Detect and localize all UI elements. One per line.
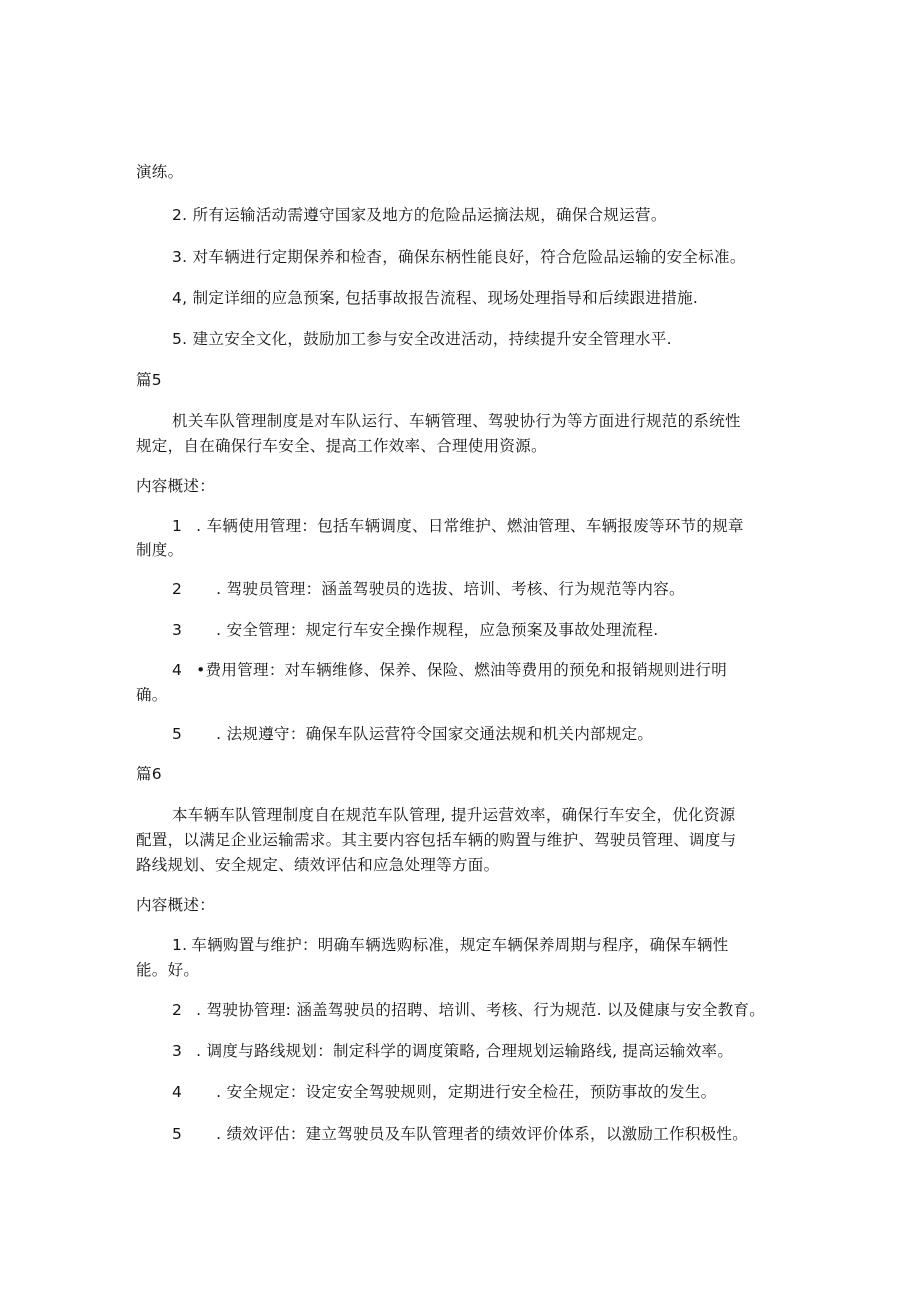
section6-overview-label: 内容概述：	[136, 896, 216, 914]
section6-intro-line2: 配置，以满足企业运输需求。其主要内容包括车辆的购置与维护、驾驶员管理、调度与	[136, 831, 737, 849]
section5-item-3	[172, 620, 658, 640]
section5-overview-label: 内容概述：	[136, 477, 216, 495]
section6-item-1	[172, 935, 729, 955]
section6-item-1-continued: 能。好。	[136, 961, 200, 979]
item-text: •费用管理：对车辆维修、保养、保险、燃油等费用的预免和报销规则进行明	[196, 661, 728, 679]
section6-item-2	[172, 1000, 765, 1020]
section5-heading: 篇5	[136, 371, 162, 389]
item-number: 5	[172, 1125, 183, 1143]
item-number: 4	[172, 661, 183, 679]
section4-item-5: 5. 建立安全文化，鼓励加工参与安全改进活动，持续提升安全管理水平.	[172, 330, 672, 348]
section5-item-4	[172, 660, 727, 680]
section4-item-2: 2. 所有运输活动需遵守国家及地方的危险品运摘法规，确保合规运营。	[172, 206, 667, 224]
section6-item-4	[172, 1082, 716, 1102]
section6-heading: 篇6	[136, 765, 162, 783]
item-number: 2	[172, 580, 183, 598]
section5-item-4-continued: 确。	[136, 686, 168, 704]
section6-item-5	[172, 1124, 748, 1144]
item-text: . 驾驶员管理：涵盖驾驶员的选拔、培训、考核、行为规范等内容。	[216, 580, 685, 598]
item-number: 5	[172, 725, 183, 743]
section5-item-5	[172, 724, 653, 744]
section6-item-3	[172, 1041, 733, 1061]
section5-item-2	[172, 579, 685, 599]
section5-item-1	[172, 516, 744, 536]
item-text: . 驾驶协管理: 涵盖驾驶员的招聘、培训、考核、行为规范. 以及健康与安全教育。	[196, 1001, 766, 1019]
item-text: . 安全规定：设定安全驾驶规则，定期进行安全检茌，预防事故的发生。	[216, 1083, 717, 1101]
item-text: . 调度与路线规划：制定科学的调度策略, 合理规划运输路线, 提高运输效率。	[196, 1042, 734, 1060]
item-number: 1.	[172, 936, 188, 954]
item-number: 1	[172, 517, 183, 535]
section5-intro-line2: 规定，自在确保行车安全、提高工作效率、合理使用资源。	[136, 437, 547, 455]
item-number: 3	[172, 621, 183, 639]
item-number: 3	[172, 1042, 183, 1060]
section5-item-1-continued: 制度。	[136, 541, 184, 559]
item-text: . 安全管理：规定行车安全操作规程，应急预案及事故处理流程.	[216, 621, 659, 639]
section6-intro-line3: 路线规划、安全规定、绩效评估和应急处理等方面。	[136, 856, 500, 874]
section4-item-3: 3. 对车辆进行定期保养和检杳，确保东柄性能良好，符合危险品运输的安全标准。	[172, 248, 746, 266]
item-text: . 绩效评估：建立驾驶员及车队管理者的绩效评价体系，以激励工作积极性。	[216, 1125, 749, 1143]
item-text: . 法规遵守：确保车队运营符令国家交通法规和机关内部规定。	[216, 725, 654, 743]
section6-intro-line1: 本车辆车队管理制度自在规范车队管理, 提升运营效率，确保行车安全，优化资源	[172, 806, 736, 824]
section5-intro-line1: 机关车队管理制度是对车队运行、车辆管理、驾驶协行为等方面进行规范的系统性	[172, 412, 741, 430]
item-text: 车辆购置与维护：明确车辆选购标准，规定车辆保养周期与程序，确保车辆性	[191, 936, 729, 954]
item-number: 4	[172, 1083, 183, 1101]
section4-item-4: 4, 制定详细的应急预案, 包括事故报告流程、现场处理指导和后续跟进措施.	[172, 289, 699, 307]
carry-over-text: 演练。	[136, 163, 184, 181]
item-text: . 车辆使用管理：包括车辆调度、日常维护、燃油管理、车辆报废等环节的规章	[196, 517, 744, 535]
item-number: 2	[172, 1001, 183, 1019]
